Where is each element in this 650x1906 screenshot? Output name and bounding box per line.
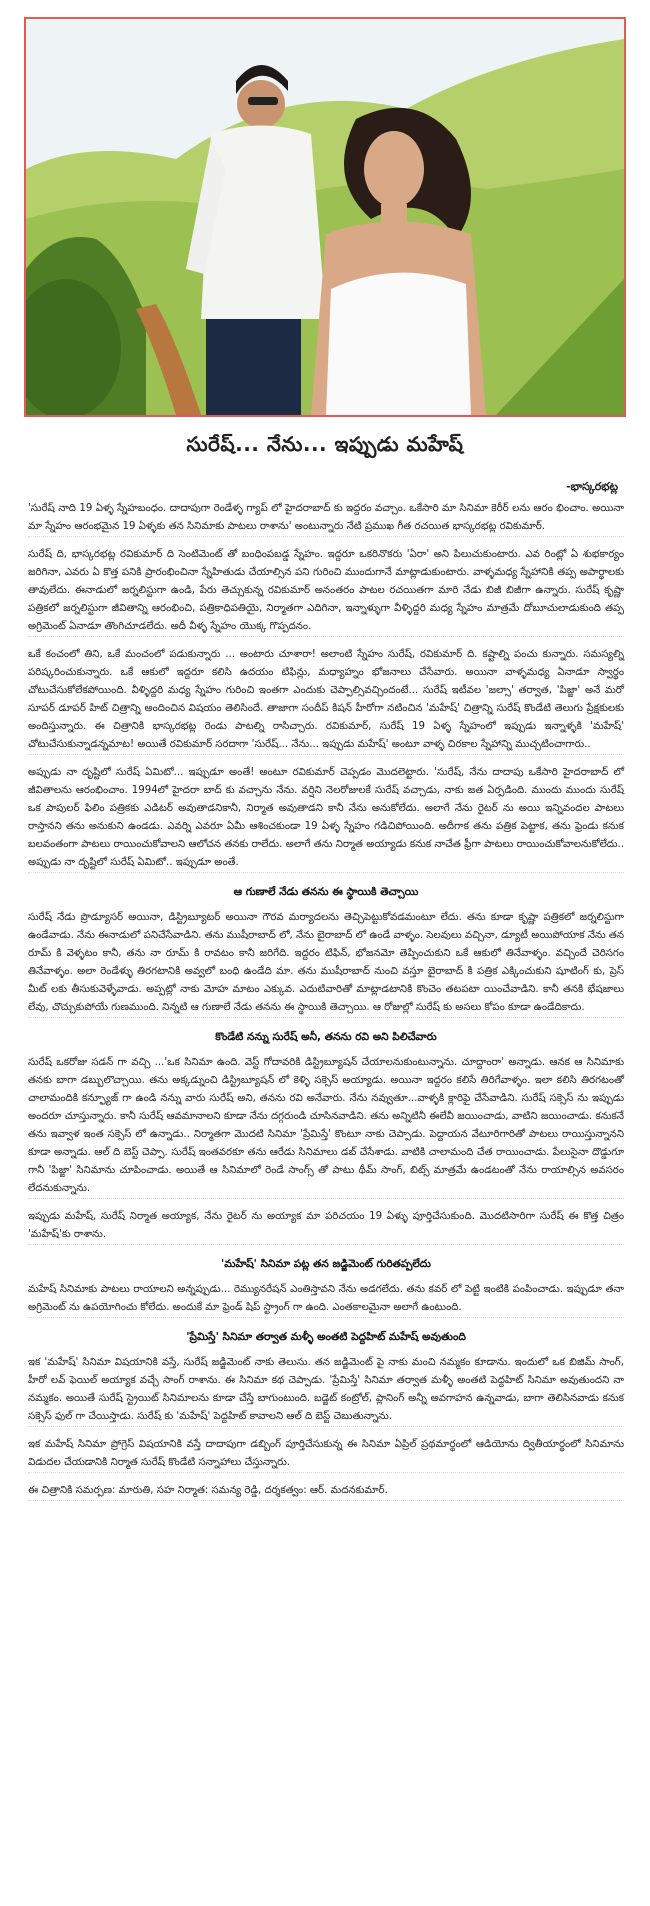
article-photo: [24, 17, 626, 417]
author-byline: -భాస్కరభట్ల: [566, 480, 618, 493]
paragraph: సురేష్ ఒకరోజు సడన్ గా వచ్చి ...'ఒక సినిమా ఉంది. వెస్ట్ గోదావరికి డిస్ట్రిబ్యూషన్ చేయాలనుకుంటున్నాను. చూద్దాంరా' అన్నాడు. ఆనక ఆ సినిమాకు తనకు బాగా డబ్బులొచ్చాయి. తను అక్కడ్నుంచి డిస్ట్రిబ్యూషన్ లో కెళ్ళి సక్సెస్ అయ్యాడు. అయినా ఇద్దరం కలిసే తిరిగేవాళ్ళం. ఇలా కలిసి తిరగటంతో చాలామందికి కన్ఫ్యూజ్ గా ఉండి నన్ను వారు సురేష్ అని, తనను రవి అనేవారు. నేను నవ్వుతూ...వాళ్ళకి క్లారిఫై చేసేవాడిని. సురేష్ సక్సెస్ ను ఇప్పుడు అందరూ చూస్తున్నారు. కానీ సురేష్ ఆవమానాలని కూడా నేను దగ్గరుండి చూసినవాడిని. తను అన్నిటినీ ఈలేవీ జయించాడు, వాటిని జయించాడు. కనుకనే తను ఇవ్వాళ ఇంత సక్సెస్ లో ఉన్నాడు.. నిర్మాతగా మొదటి సినిమా 'ప్రేమిస్తే' కొంటూ నాకు చెప్పాడు. పెద్దాయన వేటూరిగారితో పాటలు రాయిస్తున్నానని కూడా అన్నాడు. ఆల్ ది బెస్ట్ చెప్పా. సురేష్ ఇంతవరకూ తను ఆరేడు సినిమాలు డబ్ చేసేశాడు. వాటికి చాలామంది చేత రాయించాడు. పేలుసైనా దొడ్డుగూ గానీ 'పిజ్జా' సినిమాను చూపించాడు. అయితే ఆ సినిమాలో రెండే సాంగ్స్ తో పాటు థీమ్ సాంగ్, బిట్స్ మాత్రమే ఉండటంతో నేను రాయాల్సిన అవసరం లేదనుకున్నాను.: [28, 1054, 624, 1199]
paragraph: మహేష్ సినిమాకు పాటలు రాయాలని అన్నప్పుడు... రెమ్యునరేషన్ ఎంతిస్తావని నేను అడగలేదు. తను కవర్ లో పెట్టి ఇంటికి పంపించాడు. ఇప్పుడూ తనా అగ్రిమెంట్ ను ఉపయోగించు కోలేదు. అందుకే మా ఫ్రెండ్ షిప్ స్ట్రాంగ్ గా ఉంది. ఎంతకాలమైనా అలాగే ఉంటుంది.: [28, 1281, 624, 1318]
section-heading: 'మహేష్' సినిమా పట్ల తన జడ్జిమెంట్ గురితప్పలేదు: [221, 1258, 431, 1270]
section-heading: ఆ గుణాలే నేడు తనను ఈ స్థాయికి తెచ్చాయి: [233, 886, 419, 898]
paragraph: సురేష్ ది, భాస్కరభట్ల రవికుమార్ ది సెంటిమెంట్ తో బంధింపబడ్డ స్నేహం. ఇద్దరూ ఒకరినొకరు 'ఏరా' అని పిలుచుకుంటారు. ఎవ రింట్లో ఏ శుభకార్యం జరిగినా, ఎవరు ఏ కొత్త పనికి ప్రారంభించినా స్నేహితుడు చేయాల్సిన పని గురించి ముందుగానే మాట్లాడుకుంటారు. వాళ్ళమధ్య స్నేహానికి తప్ప అపార్థాలకు తావులేదు. ఈనాడులో జర్నలిస్టుగా ఉండి, పేరు తెచ్చుకున్న రవికుమార్ అనంతరం పాటల రచయితగా మారి నేడు బిజీ బిజీగా ఉన్నారు. సురేష్ కృష్ణా పత్రికలో జర్నలిస్టుగా జీవితాన్ని ఆరంభించి, పత్రికాధిపతియై, నిర్మాతగా ఎదిగినా, ఇన్నాళ్ళుగా వీళ్ళిద్దరి మధ్య స్నేహం మాత్రమే దోబూచులాడుకుంది తప్ప అగ్రిమెంట్ ఏనాడూ తొంగిచూడలేదు. అదీ వీళ్ళ స్నేహం యొక్క గొప్పదనం.: [28, 546, 624, 637]
paragraph: ఇక మహేష్ సినిమా ప్రోగ్రెస్ విషయానికి వస్తే దాదాపుగా డబ్బింగ్ పూర్తిచేసుకున్న ఈ సినిమా ఏప్రిల్ ప్రథమార్థంలో ఆడియోను ద్వితీయార్థంలో సినిమాను విడుదల చేయడానికి నిర్మాత సురేష్ కొండేటి సన్నాహాలు చేస్తున్నారు.: [28, 1436, 624, 1473]
paragraph: ఇప్పుడు మహేష్, సురేష్ నిర్మాత అయ్యాక, నేను రైటర్ ను అయ్యాక మా పరిచయం 19 ఏళ్ళు పూర్తిచేసుకుంది. మొదటిసారిగా సురేష్ ఈ కొత్త చిత్రం 'మహేష్'కు రాశాను.: [28, 1208, 624, 1245]
paragraph: అప్పుడు నా దృష్టిలో సురేష్ ఏమిటో... ఇప్పుడూ అంతే! అంటూ రవికుమార్ చెప్పడం మొదలెట్టారు. 'సురేష్, నేను దాదాపు ఒకేసారి హైదరాబాద్ లో జీవితాలను ఆరంభించాం. 1994లో హైదరా బాద్ కు వచ్చాను నేను. వర్షిని నెలరోజులకే సురేష్ వచ్చాడు, నాకు జత ఏర్పడింది. ముందు ముందు సురేష్ ఒక పాపులర్ ఫిలిం పత్రికకు ఎడిటర్ అవుతాడనికానీ, నిర్మాత అవుతాడని కానీ నేను అనుకోలేదు. అలాగే నేను రైటర్ ను అయి ఇన్నివందల పాటలు రాస్తానని తను అనుకుని ఉండడు. ఎవర్ని ఎవరూ ఏమీ ఆశించకుండా 19 ఏళ్ళ స్నేహం గడిచిపోయింది. అదీగాక తను పత్రిక పెట్టాక, తను ఫ్రెండు కనుక బలవంతంగా పాటలు రాయించుకోవాలని ఆలోచన తనకు రాలేదు. అలాగే తను నిర్మాత అయ్యాడు కనుక నాచేత ఫ్రీగా పాటలు రాయించుకోవాలనుకోలేదు.. అప్పుడు నా దృష్టిలో సురేష్ ఏమిటో.. ఇప్పుడూ అంతే.: [28, 764, 624, 873]
paragraph: సురేష్ నేడు ప్రొడ్యూసర్ అయినా, డిస్ట్రిబ్యూటర్ అయినా గౌరవ మర్యాదలను తెచ్చిపెట్టుకోవడమంటూ లేదు. తను కూడా కృష్ణా పత్రికలో జర్నలిస్టుగా ఉండేవాడు. నేను ఈనాడులో పనిచేసేవాడిని. తను ముషీరాబాద్ లో, నేను బైరాబాద్ లో ఉండే వాళ్ళం. సెలవులు వచ్చినా, డ్యూటీ అయిపోయాక నేను తన రూమ్ కి వెళ్ళటం కానీ, తను నా రూమ్ కి రావటం కానీ జరిగేది. ఇద్దరం టిఫిన్, భోజనమో తెప్పించుకుని ఒకే ఆకులో తినేవాళ్ళం. వచ్చిందే చెరిసగం తినేవాళ్ళం. అలా రెండేళ్ళు తిరగటానికి అవ్వలో బంధి ఉండేది మా. తను ముషీరాబాద్ నుంచి వస్తూ బైరాబాద్ కి పత్రిక ఎక్కించుకుని షూటింగ్ కు, ప్రెస్ మీట్ లకు తీసుకువెళ్ళేవాడు. అప్పట్లో నాకు మోహ మాటం ఎక్కువ. ఎదుటివారితో మాట్లాడటానికి కొంచెం తటపటా యించేవాడిని. కానీ తనకి భేషజాలు లేవు, చొచ్చుకుపోయే గుణముంది. నిన్నటి ఆ గుణాలే నేడు తనను ఈ స్థాయికి తెచ్చాయి. ఆ రోజుల్లో సురేష్ కు అసలు కోపం కూడా ఉండేదికాదు.: [28, 909, 624, 1018]
section-heading: 'ప్రేమిస్తే' సినిమా తర్వాత మళ్ళీ అంతటి పెద్దహిట్ మహేష్ అవుతుంది: [186, 1331, 466, 1343]
paragraph: ఇక 'మహేష్' సినిమా విషయానికి వస్తే, సురేష్ జడ్జిమెంట్ నాకు తెలుసు. తన జడ్జిమెంట్ పై నాకు మంచి నమ్మకం కూడాను. ఇందులో ఒక బిజిమ్ సాంగ్, హీరో లవ్ ఫెయిల్ అయ్యాక వచ్చే సాంగ్ రాశాను. ఈ సినిమా కథ చెప్పాడు. 'ప్రేమిస్తే' సినిమా తర్వాత మళ్ళీ అంతటి పెద్దహిట్ సినిమా అవుతుందని నా నమ్మకం. అయితే సురేష్ స్ట్రెయిట్ సినిమాలను కూడా చేస్తే బాగుంటుంది. బడ్జెట్ కంట్రోల్, ప్లానింగ్ అన్నీ అవగాహన ఉన్నవాడు, బాగా తెలిసినవాడు కనుక సక్సెస్ ఫుల్ గా చేయిస్తాడు. సురేష్ కు 'మహేష్' పెద్దహిట్ కావాలని ఆల్ ది బెస్ట్ చెబుతున్నాను.: [28, 1354, 624, 1427]
section-heading: కొండేటి నన్ను సురేష్ అనీ, తనను రవి అని పిలిచేవారు: [215, 1031, 437, 1043]
paragraph: 'సురేష్ నాది 19 ఏళ్ళ స్నేహబంధం. దాదాపుగా రెండేళ్ళ గ్యాప్ లో హైదరాబాద్ కు ఇద్దరం వచ్చాం. ఒకేసారి మా సినిమా కెరీర్ లను ఆరం భించాం. అయినా మా స్నేహం ఆరంభమైన 19 ఏళ్ళకు తన సినిమాకు పాటలు రాశాను' అంటున్నారు నేటి ప్రముఖ గీత రచయిత భాస్కరభట్ల రవికుమార్.: [28, 500, 624, 537]
credits-line: ఈ చిత్రానికి సమర్పణ: మారుతి, సహ నిర్మాత: సమన్య రెడ్డి, దర్శకత్వం: ఆర్. మదనకుమార్.: [28, 1482, 624, 1501]
article-headline: సురేష్... నేను... ఇప్పుడు మహేష్: [186, 432, 464, 456]
paragraph: ఒకే కంచంలో తిని, ఒకే మంచంలో పడుకున్నారు ... అంటారు చూశారా! అలాంటి స్నేహం సురేష్, రవికుమార్ ది. కష్టాల్ని పంచు కున్నారు. సమస్యల్ని పరిష్కరించుకున్నారు. ఒకే ఆకులో ఇద్దరూ కలిసి ఉదయం టిఫిన్లు, మధ్యాహ్నం భోజనాలు చేసేవారు. అయినా వాళ్ళమధ్య ఏనాడూ స్వార్థం చోటుచేసుకోలేకపోయింది. వీళ్ళిద్దరి మధ్య స్నేహం గురించి ఇంతగా ఎందుకు చెప్పాల్సివచ్చిందంటే... సురేష్ ఇటీవల 'జల్సా' తర్వాత, 'పిజ్జా' అనే మరో సూపర్ డూపర్ హిట్ చిత్రాన్ని అందించిన విషయం తెలిసిందే. తాజాగా సందీప్ కిషన్ హీరోగా నటించిన 'మహేష్' చిత్రాన్ని సురేష్ కొండేటి తెలుగు ప్రేక్షకులకు అందిస్తున్నారు. ఈ చిత్రానికి భాస్కరభట్ల రెండు పాటల్ని రాసిచ్చారు. రవికుమార్, సురేష్ 19 ఏళ్ళ స్నేహంలో ఇప్పుడు ఇన్నాళ్ళకి 'మహేష్' చోటుచేసుకున్నాడన్నమాట! అయితే రవికుమార్ సరదాగా 'సురేష్... నేను... ఇప్పుడు మహేష్' అంటూ వాళ్ళ చిరకాల స్నేహాన్ని ముచ్చటించాగారు..: [28, 646, 624, 755]
couple-photo: [26, 19, 624, 415]
article-body: [28, 500, 624, 1510]
